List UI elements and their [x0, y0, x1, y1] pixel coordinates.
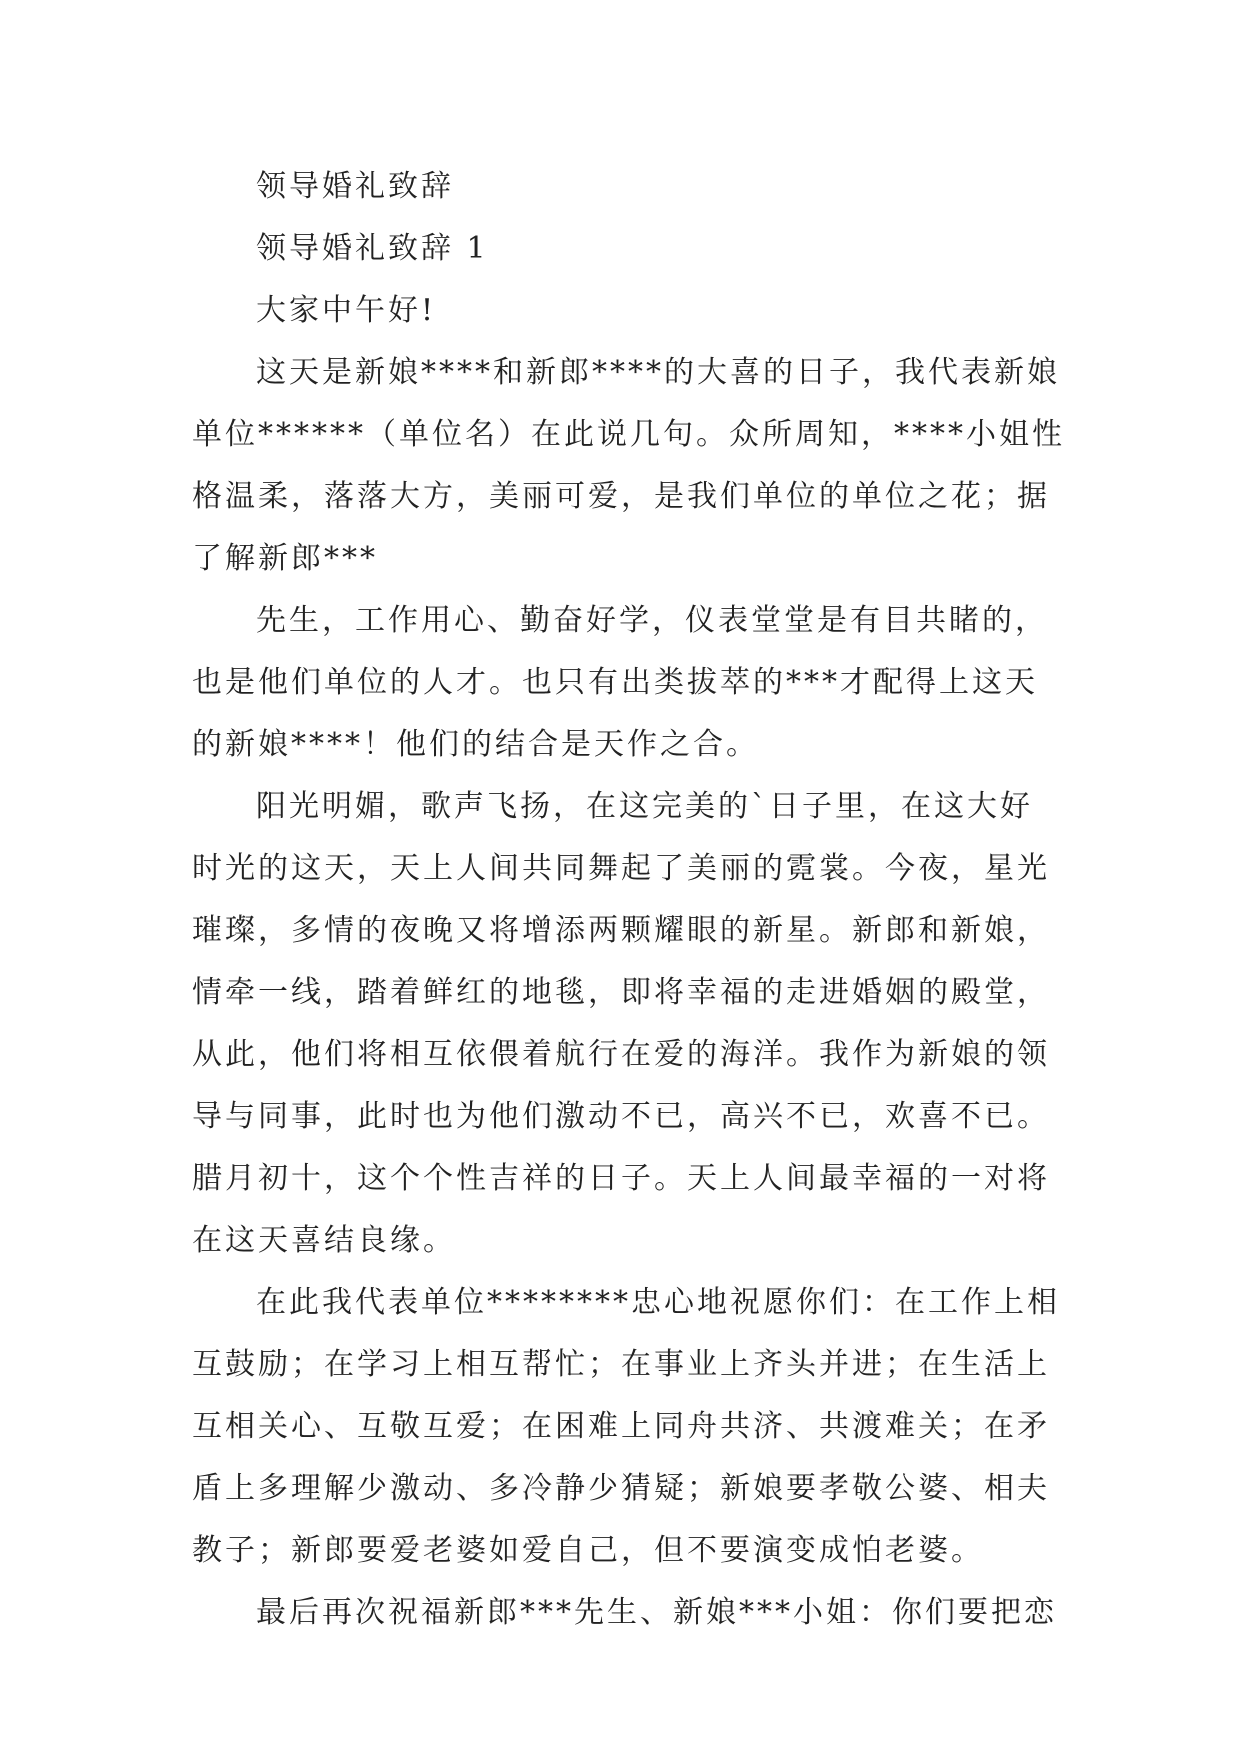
paragraph-3-line-2: 时光的这天，天上人间共同舞起了美丽的霓裳。今夜，星光 — [192, 851, 1050, 886]
document-subtitle: 领导婚礼致辞 1 — [256, 231, 489, 266]
paragraph-2-line-2: 也是他们单位的人才。也只有出类拔萃的***才配得上这天 — [192, 665, 1038, 700]
paragraph-3-line-1: 阳光明媚，歌声飞扬，在这完美的`日子里，在这大好 — [256, 789, 1033, 824]
paragraph-4-line-2: 互鼓励；在学习上相互帮忙；在事业上齐头并进；在生活上 — [192, 1347, 1050, 1382]
paragraph-1-line-2: 单位******（单位名）在此说几句。众所周知，****小姐性 — [192, 417, 1065, 452]
paragraph-2-line-3: 的新娘****！他们的结合是天作之合。 — [192, 727, 759, 762]
paragraph-4-line-5: 教子；新郎要爱老婆如爱自己，但不要演变成怕老婆。 — [192, 1533, 984, 1568]
paragraph-3-line-5: 从此，他们将相互依偎着航行在爱的海洋。我作为新娘的领 — [192, 1037, 1050, 1072]
paragraph-3-line-6: 导与同事，此时也为他们激动不已，高兴不已，欢喜不已。 — [192, 1099, 1050, 1134]
document-body — [192, 156, 1065, 1644]
document-title: 领导婚礼致辞 — [256, 169, 454, 204]
greeting-line: 大家中午好! — [256, 293, 437, 328]
paragraph-1-line-4: 了解新郎*** — [192, 541, 378, 576]
paragraph-3-line-7: 腊月初十，这个个性吉祥的日子。天上人间最幸福的一对将 — [192, 1161, 1050, 1196]
paragraph-3-line-8: 在这天喜结良缘。 — [192, 1223, 456, 1258]
paragraph-1-line-3: 格温柔，落落大方，美丽可爱，是我们单位的单位之花；据 — [192, 479, 1050, 514]
paragraph-3-line-3: 璀璨，多情的夜晚又将增添两颗耀眼的新星。新郎和新娘， — [192, 913, 1050, 948]
paragraph-3-line-4: 情牵一线，踏着鲜红的地毯，即将幸福的走进婚姻的殿堂， — [192, 975, 1050, 1010]
paragraph-1-line-1: 这天是新娘****和新郎****的大喜的日子，我代表新娘 — [256, 355, 1060, 390]
paragraph-4-line-3: 互相关心、互敬互爱；在困难上同舟共济、共渡难关；在矛 — [192, 1409, 1050, 1444]
paragraph-2-line-1: 先生，工作用心、勤奋好学，仪表堂堂是有目共睹的， — [256, 603, 1048, 638]
paragraph-5-line-1: 最后再次祝福新郎***先生、新娘***小姐：你们要把恋 — [256, 1595, 1057, 1630]
paragraph-4-line-4: 盾上多理解少激动、多冷静少猜疑；新娘要孝敬公婆、相夫 — [192, 1471, 1050, 1506]
paragraph-4-line-1: 在此我代表单位********忠心地祝愿你们：在工作上相 — [256, 1285, 1060, 1320]
